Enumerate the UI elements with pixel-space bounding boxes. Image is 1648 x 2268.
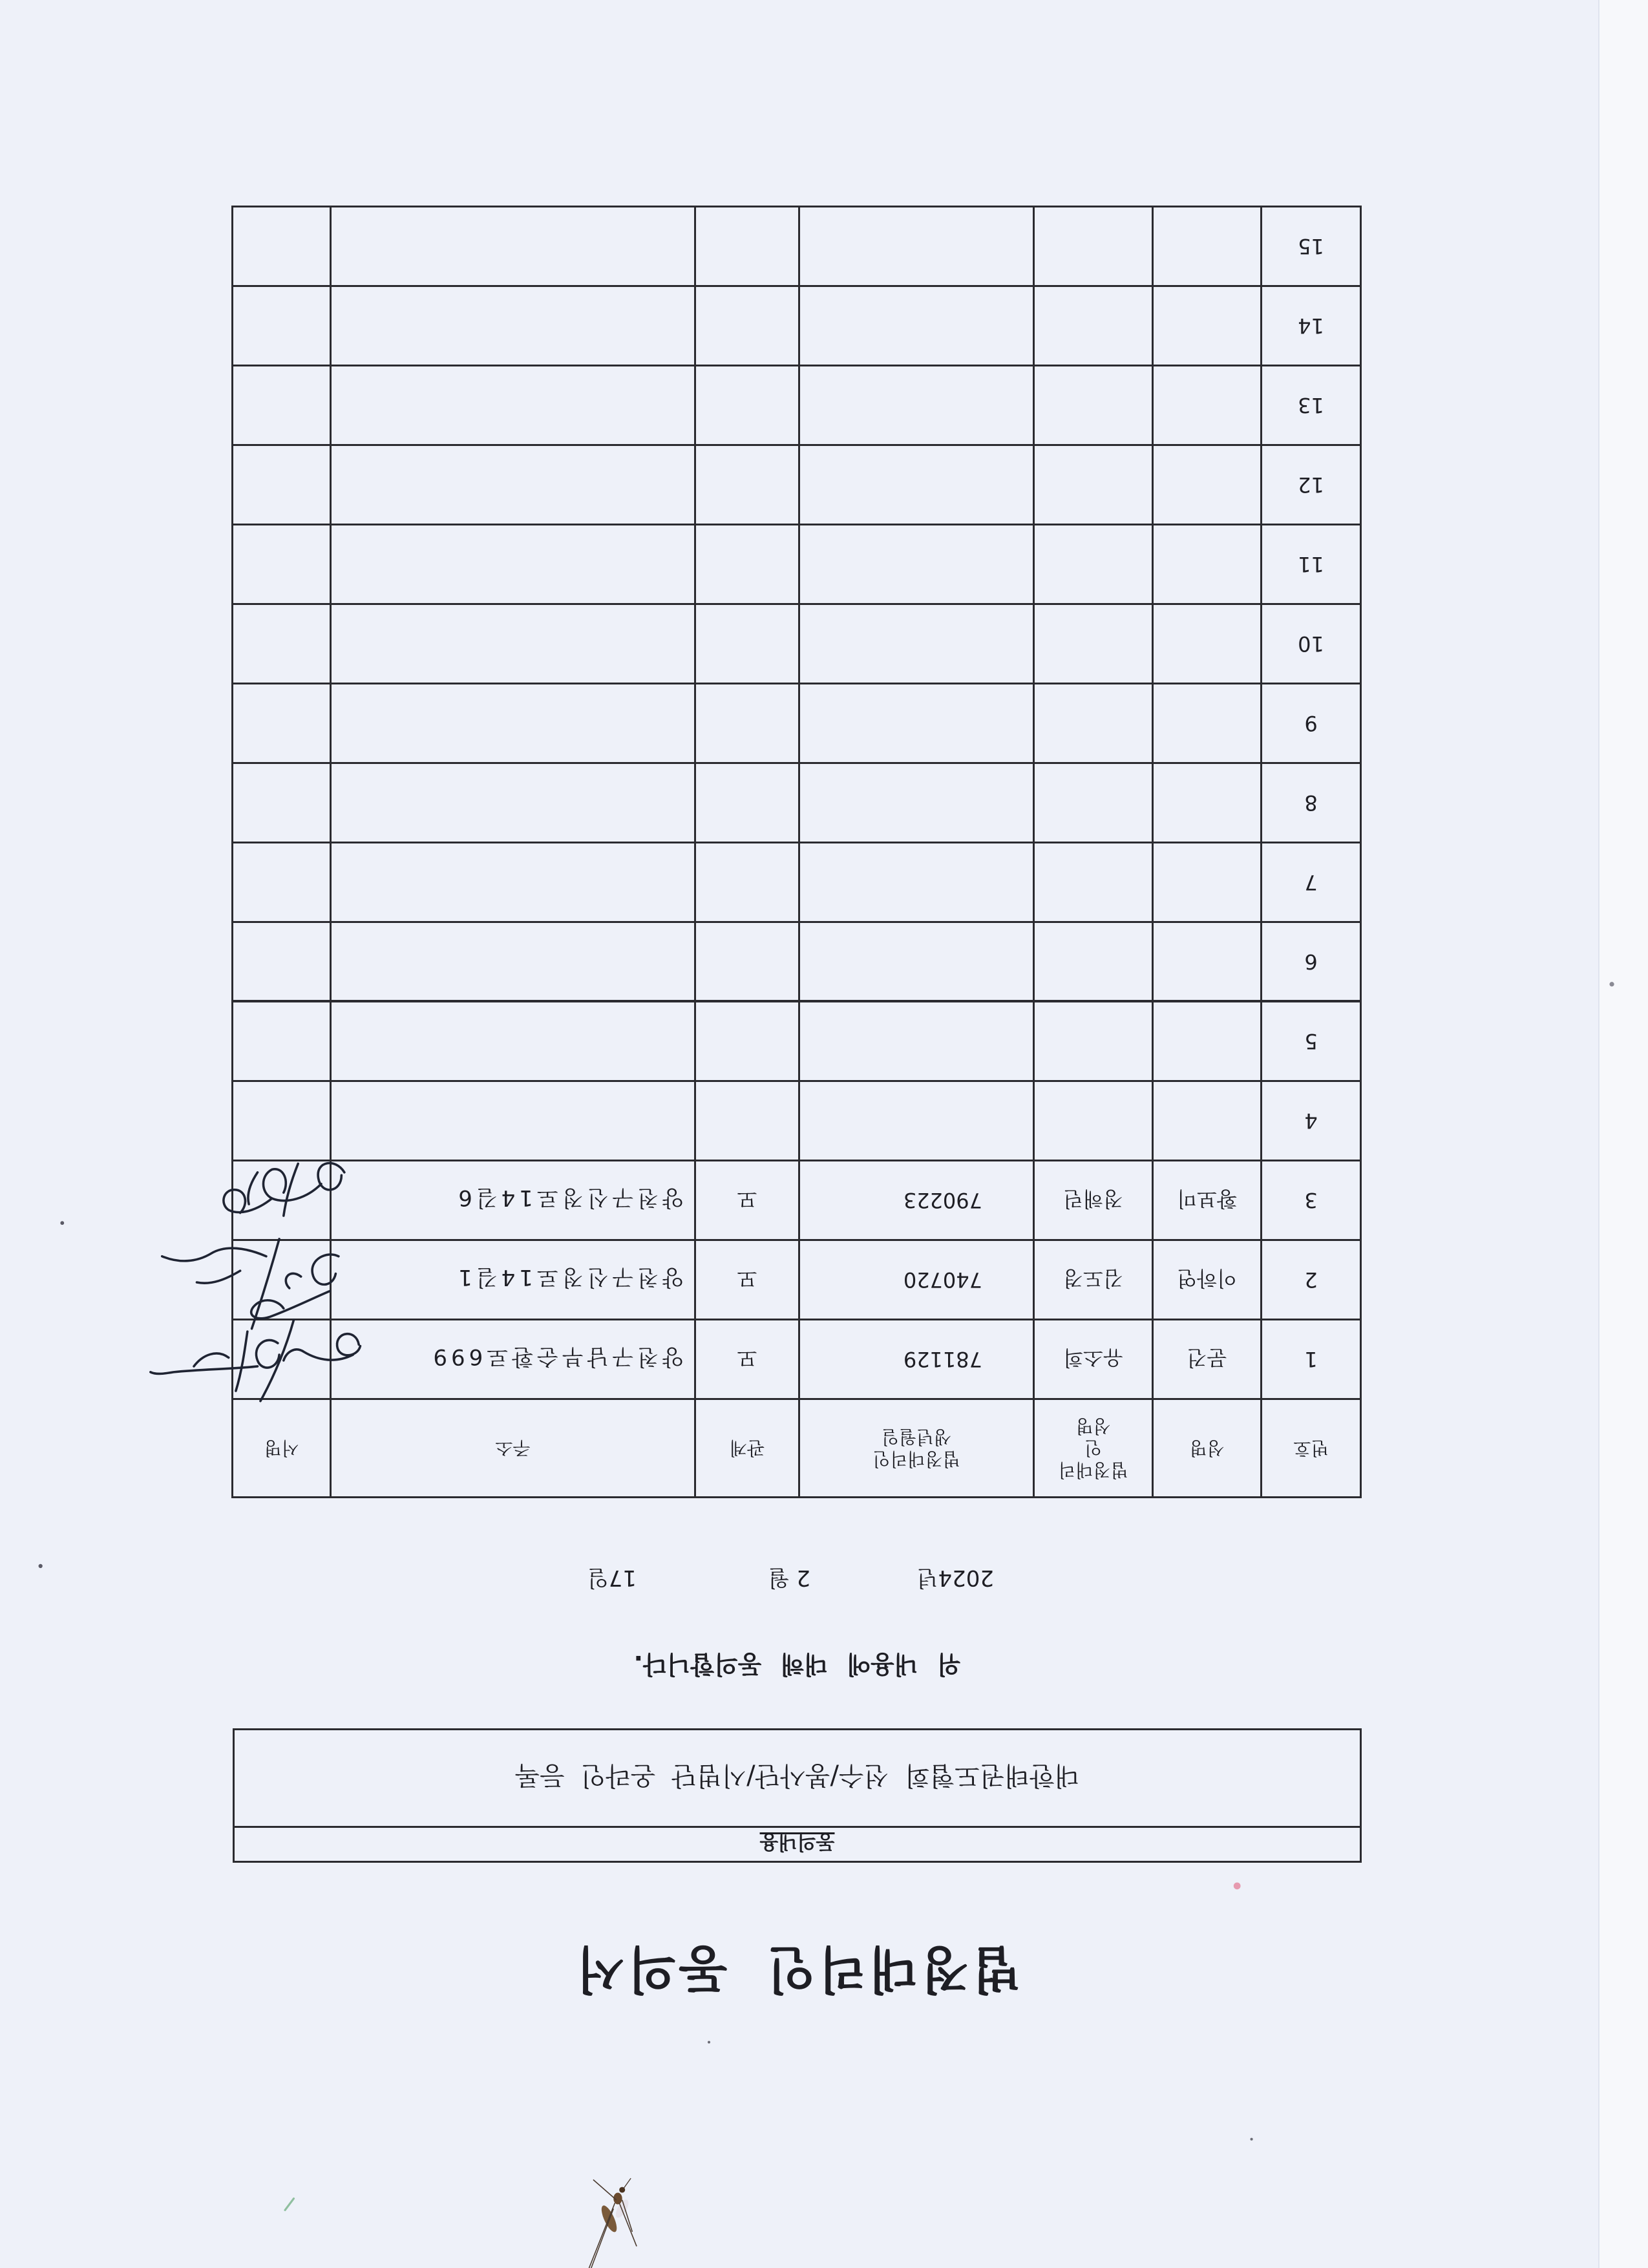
guardian-birthdate [799,1002,1034,1081]
relationship [695,763,799,843]
consent-statement: 위 내용에 대해 동의합니다. [633,1650,961,1679]
row-number: 2 [1262,1240,1361,1320]
relationship [695,604,799,684]
table-row [233,604,1361,684]
table-header-row [233,1399,1361,1498]
table-row [233,843,1361,922]
student-name [1153,1002,1262,1081]
guardian-birthdate [799,445,1034,525]
address [331,1081,695,1161]
signature-cell [233,1240,331,1320]
header-name: 성명 [1153,1399,1262,1498]
relationship [695,207,799,286]
header-guardian-birthdate [799,1399,1034,1498]
header-guardian-birthdate-line: 생년월일 [881,1426,952,1448]
guardian-name [1034,604,1153,684]
relationship [695,366,799,445]
relationship [695,1081,799,1161]
guardian-name [1034,207,1153,286]
header-number: 번호 [1262,1399,1361,1498]
header-signature: 서명 [233,1399,331,1498]
signature-cell [233,525,331,604]
row-number: 4 [1262,1081,1361,1161]
row-number: 5 [1262,1002,1361,1081]
signature-cell [233,922,331,1002]
guardian-name: 정해린 [1034,1161,1153,1240]
address: 양천구신정로14길1 [331,1240,695,1320]
relationship [695,843,799,922]
table-row [233,684,1361,763]
guardian-name [1034,366,1153,445]
student-name [1153,525,1262,604]
table-row [233,366,1361,445]
row-number: 10 [1262,604,1361,684]
address [331,525,695,604]
student-name: 황보미 [1153,1161,1262,1240]
row-number: 14 [1262,286,1361,366]
row-number: 9 [1262,684,1361,763]
address: 양천구남부순환로699 [331,1320,695,1399]
address [331,445,695,525]
date-day: 17일 [587,1565,637,1591]
header-guardian-name-line: 인 [1084,1437,1103,1459]
header-relationship: 관계 [695,1399,799,1498]
consent-content: 대한태권도협회 선수/봉사단/시범단 온라인 등록 [514,1761,1080,1791]
row-number: 13 [1262,366,1361,445]
table-row [233,1161,1361,1240]
relationship [695,286,799,366]
guardian-name [1034,525,1153,604]
header-guardian-birthdate-line: 법정대리인 [872,1448,960,1470]
header-guardian-name-line: 법정대리 [1058,1459,1128,1481]
address [331,207,695,286]
table-row [233,286,1361,366]
guardian-name [1034,445,1153,525]
header-address: 주소 [331,1399,695,1498]
signature-cell [233,604,331,684]
student-name: 이하연 [1153,1240,1262,1320]
student-name [1153,445,1262,525]
row-number: 8 [1262,763,1361,843]
guardian-name [1034,922,1153,1002]
table-row [233,1240,1361,1320]
relationship [695,684,799,763]
guardian-birthdate [799,1081,1034,1161]
relationship [695,922,799,1002]
student-name [1153,763,1262,843]
guardian-birthdate [799,684,1034,763]
address [331,763,695,843]
relationship [695,525,799,604]
address [331,922,695,1002]
table-row [233,1320,1361,1399]
guardian-birthdate [799,604,1034,684]
student-name [1153,843,1262,922]
relationship [695,1002,799,1081]
student-name [1153,207,1262,286]
signature-cell [233,843,331,922]
guardian-name: 김도경 [1034,1240,1153,1320]
row-number: 15 [1262,207,1361,286]
signature-cell [233,763,331,843]
date-month: 2 월 [768,1565,810,1591]
document-title: 법정대리인 동의서 [573,1940,1021,1998]
table-row [233,922,1361,1002]
table-row [233,1081,1361,1161]
address [331,1002,695,1081]
student-name [1153,684,1262,763]
row-number: 12 [1262,445,1361,525]
signature-cell [233,1161,331,1240]
guardian-birthdate [799,843,1034,922]
relationship: 모 [695,1161,799,1240]
date-year: 2024년 [916,1565,994,1591]
row-number: 6 [1262,922,1361,1002]
student-name [1153,366,1262,445]
row-number: 1 [1262,1320,1361,1399]
guardian-name [1034,843,1153,922]
student-name [1153,922,1262,1002]
guardian-table [231,206,1362,1498]
guardian-birthdate: 740720 [799,1240,1034,1320]
student-name [1153,604,1262,684]
table-row [233,763,1361,843]
signature-cell [233,1320,331,1399]
guardian-birthdate [799,922,1034,1002]
table-row [233,525,1361,604]
guardian-birthdate [799,525,1034,604]
consent-header: 동의내용 [235,1826,1360,1861]
student-name: 문건 [1153,1320,1262,1399]
guardian-birthdate [799,366,1034,445]
relationship [695,445,799,525]
address [331,286,695,366]
row-number: 11 [1262,525,1361,604]
signature-cell [233,445,331,525]
guardian-birthdate [799,286,1034,366]
address: 양천구신정로14길6 [331,1161,695,1240]
guardian-birthdate [799,207,1034,286]
address [331,684,695,763]
address [331,843,695,922]
address [331,604,695,684]
table-row [233,445,1361,525]
row-number: 7 [1262,843,1361,922]
relationship: 모 [695,1240,799,1320]
table-row [233,207,1361,286]
signature-cell [233,1002,331,1081]
signature-cell [233,684,331,763]
guardian-name [1034,684,1153,763]
guardian-name [1034,1002,1153,1081]
header-guardian-name-line: 성명 [1075,1415,1111,1437]
consent-box [233,1728,1362,1863]
guardian-birthdate: 781129 [799,1320,1034,1399]
signature-cell [233,1081,331,1161]
table-row [233,1002,1361,1081]
guardian-birthdate [799,763,1034,843]
relationship: 모 [695,1320,799,1399]
guardian-name [1034,286,1153,366]
guardian-birthdate: 790223 [799,1161,1034,1240]
guardian-name [1034,763,1153,843]
student-name [1153,286,1262,366]
guardian-name: 유소희 [1034,1320,1153,1399]
row-number: 3 [1262,1161,1361,1240]
header-guardian-name [1034,1399,1153,1498]
signature-cell [233,366,331,445]
address [331,366,695,445]
student-name [1153,1081,1262,1161]
signature-cell [233,286,331,366]
guardian-name [1034,1081,1153,1161]
signature-cell [233,207,331,286]
